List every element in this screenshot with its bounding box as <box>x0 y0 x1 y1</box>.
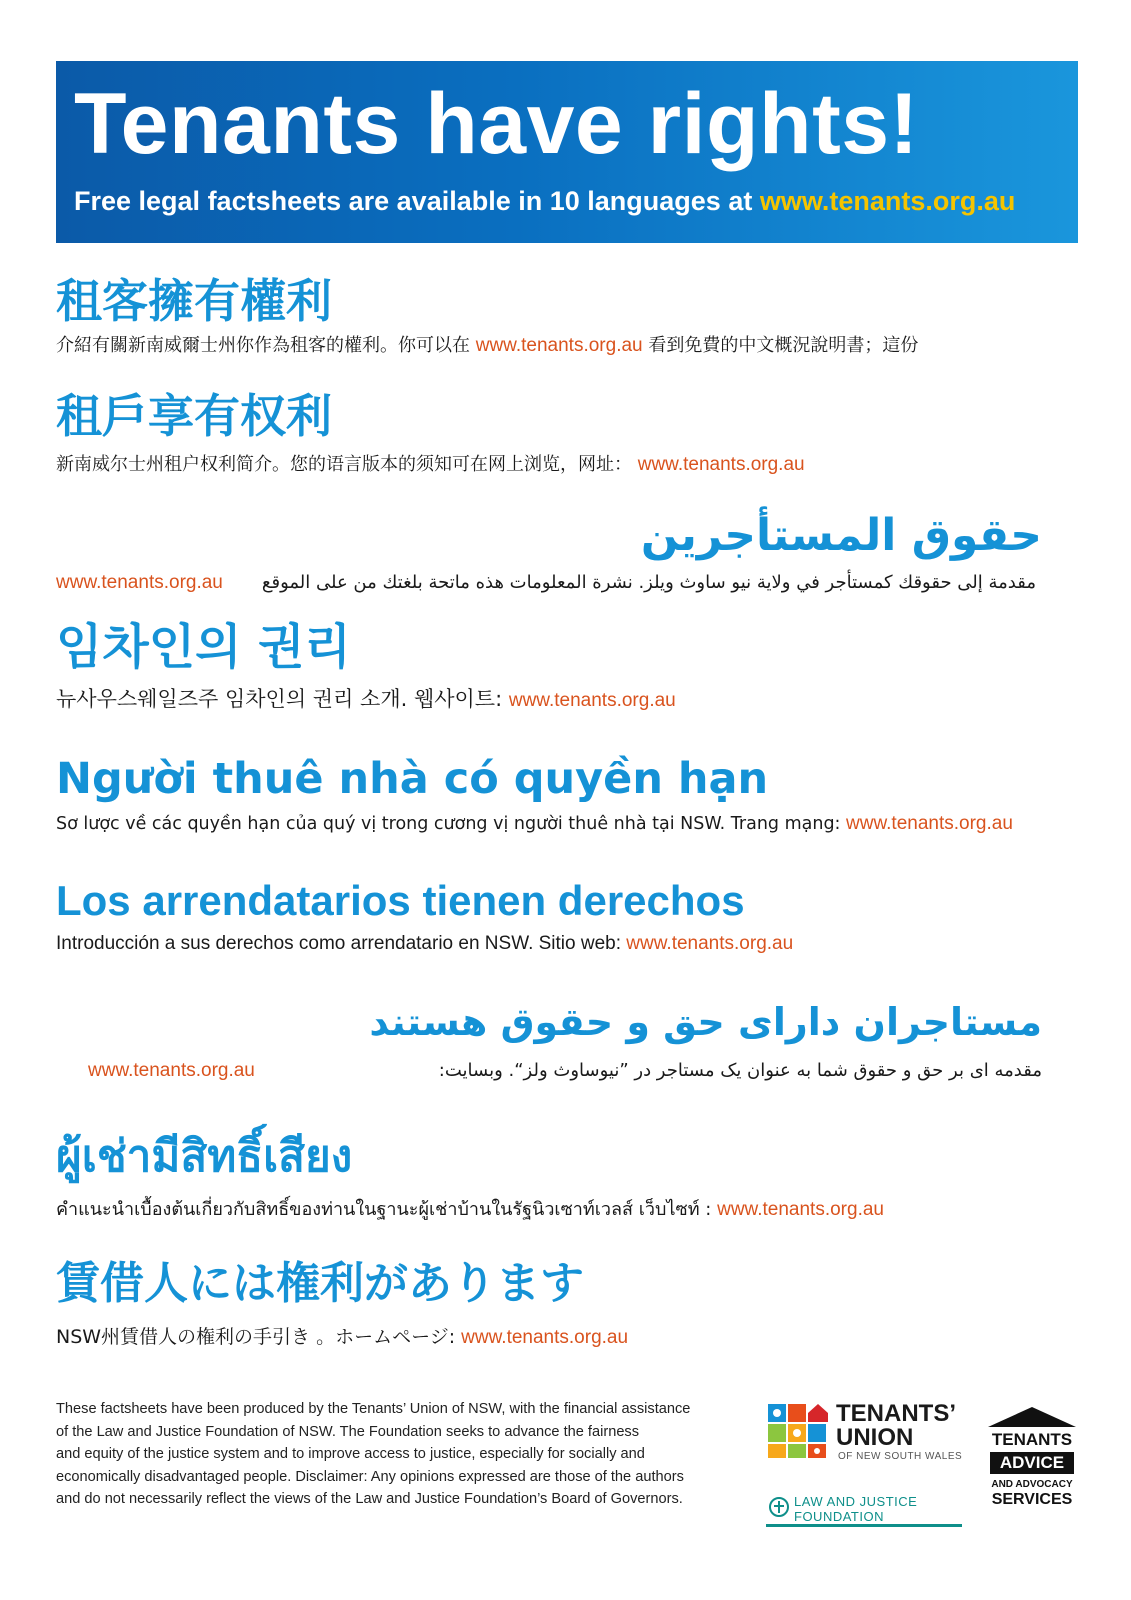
language-heading: ผู้เช่ามีสิทธิ์เสียง <box>56 1131 353 1182</box>
description-text: NSW州賃借人の権利の手引き 。ホームページ: <box>56 1326 462 1348</box>
banner-url-link[interactable]: www.tenants.org.au <box>759 186 1016 216</box>
language-description <box>56 812 1078 836</box>
banner-subtitle-text: Free legal factsheets are available in 10 languages at <box>74 186 760 216</box>
language-section-japanese <box>56 1255 1078 1350</box>
description-text: مقدمه ای بر حق و حقوق شما به عنوان یک مستاجر در ”نیوساوث ولز“. وبسایت: <box>438 1060 1042 1081</box>
foundation-bar <box>766 1524 962 1527</box>
footer-line: and equity of the justice system and to improve access to justice, especially for socially and <box>56 1446 645 1462</box>
description-text: Sơ lược về các quyền hạn của quý vị trong cương vị người thuê nhà tại NSW. Trang mạng: <box>56 814 847 834</box>
language-heading: Người thuê nhà có quyền hạn <box>56 754 769 804</box>
language-heading: 임차인의 권리 <box>56 619 351 675</box>
language-heading: 租戶享有权利 <box>56 389 332 443</box>
tenants-union-logo <box>766 1400 966 1460</box>
header-banner <box>56 61 1078 243</box>
description-text: คำแนะนำเบื้องต้นเกี่ยวกับสิทธิ์ของท่านในฐานะผู้เช่าบ้านในรัฐนิวเซาท์เวลส์ เว็บไซท์ : <box>56 1199 718 1220</box>
language-heading: 租客擁有權利 <box>56 274 332 328</box>
tenants-advice-logo <box>986 1405 1078 1525</box>
description-text: 介紹有關新南威爾士州你作為租客的權利。你可以在 <box>56 335 476 356</box>
language-section-chinese-traditional <box>56 272 1078 358</box>
language-url-link[interactable]: www.tenants.org.au <box>88 1060 255 1081</box>
language-url-link[interactable]: www.tenants.org.au <box>56 572 223 593</box>
description-text: 新南威尔士州租户权利简介。您的语言版本的须知可在网上浏览，网址： <box>56 454 638 475</box>
language-section-chinese-simplified <box>56 387 1078 477</box>
language-heading: مستاجران دارای حق و حقوق هستند <box>369 1000 1042 1044</box>
law-justice-foundation-logo <box>766 1494 966 1528</box>
language-url-link[interactable]: www.tenants.org.au <box>508 690 676 711</box>
language-section-arabic <box>56 507 1078 595</box>
language-section-thai <box>56 1128 1078 1222</box>
language-heading: Los arrendatarios tienen derechos <box>56 877 745 924</box>
tenants-advice-name: AND ADVOCACY <box>991 1479 1073 1490</box>
footer-line: and do not necessarily reflect the views of the Law and Justice Foundation’s Board of Governors. <box>56 1491 683 1507</box>
language-description <box>56 687 1078 713</box>
language-heading: حقوق المستأجرين <box>640 510 1042 561</box>
footer-line: economically disadvantaged people. Disclaimer: Any opinions expressed are those of the authors <box>56 1468 684 1485</box>
description-text-after: 看到免費的中文概況說明書；這份 <box>642 335 919 356</box>
house-roof-icon <box>986 1405 1078 1429</box>
tenants-advice-name: TENANTS <box>991 1430 1073 1449</box>
description-text: 뉴사우스웨일즈주 임차인의 권리 소개. 웹사이트: <box>56 687 509 711</box>
language-description <box>56 571 1078 595</box>
footer-line: of the Law and Justice Foundation of NSW. The Foundation seeks to advance the fairness <box>56 1423 640 1440</box>
description-text: Introducción a sus derechos como arrendatario en NSW. Sitio web: <box>56 933 627 954</box>
tenants-union-name: UNION <box>836 1424 914 1451</box>
language-heading: 賃借人には権利があります <box>56 1258 584 1309</box>
language-section-vietnamese <box>56 752 1078 836</box>
language-description <box>56 932 1078 956</box>
language-section-korean <box>56 617 1078 713</box>
language-url-link[interactable]: www.tenants.org.au <box>475 335 643 356</box>
tenants-union-subtitle: OF NEW SOUTH WALES <box>838 1451 963 1462</box>
tenants-advice-name: SERVICES <box>991 1491 1073 1508</box>
language-url-link[interactable]: www.tenants.org.au <box>637 454 805 475</box>
language-url-link[interactable]: www.tenants.org.au <box>461 1327 629 1348</box>
language-description <box>56 453 1078 477</box>
language-description <box>56 1325 1078 1350</box>
language-section-farsi <box>56 993 1078 1083</box>
footer-disclaimer <box>56 1398 746 1511</box>
language-url-link[interactable]: www.tenants.org.au <box>626 933 794 954</box>
page-title: Tenants have rights! <box>74 76 919 172</box>
tenants-union-mark-icon <box>766 1400 830 1460</box>
footer-line: These factsheets have been produced by the Tenants’ Union of NSW, with the financial assistance <box>56 1401 691 1417</box>
language-description <box>56 1059 1078 1083</box>
language-description <box>56 1198 1078 1222</box>
foundation-name: LAW AND JUSTICE <box>794 1494 918 1509</box>
language-section-spanish <box>56 876 1078 956</box>
description-text: مقدمة إلى حقوقك كمستأجر في ولاية نيو ساوث ويلز. نشرة المعلومات هذه ماتحة بلغتك من على الموقع <box>261 572 1036 593</box>
language-url-link[interactable]: www.tenants.org.au <box>846 813 1013 834</box>
tenants-union-name: TENANTS’ <box>836 1400 956 1427</box>
language-url-link[interactable]: www.tenants.org.au <box>717 1199 884 1220</box>
banner-subtitle <box>74 183 1015 219</box>
language-description <box>56 334 1078 358</box>
foundation-name: FOUNDATION <box>794 1509 884 1524</box>
tenants-advice-name: ADVICE <box>990 1452 1074 1474</box>
foundation-emblem-icon <box>768 1496 790 1518</box>
